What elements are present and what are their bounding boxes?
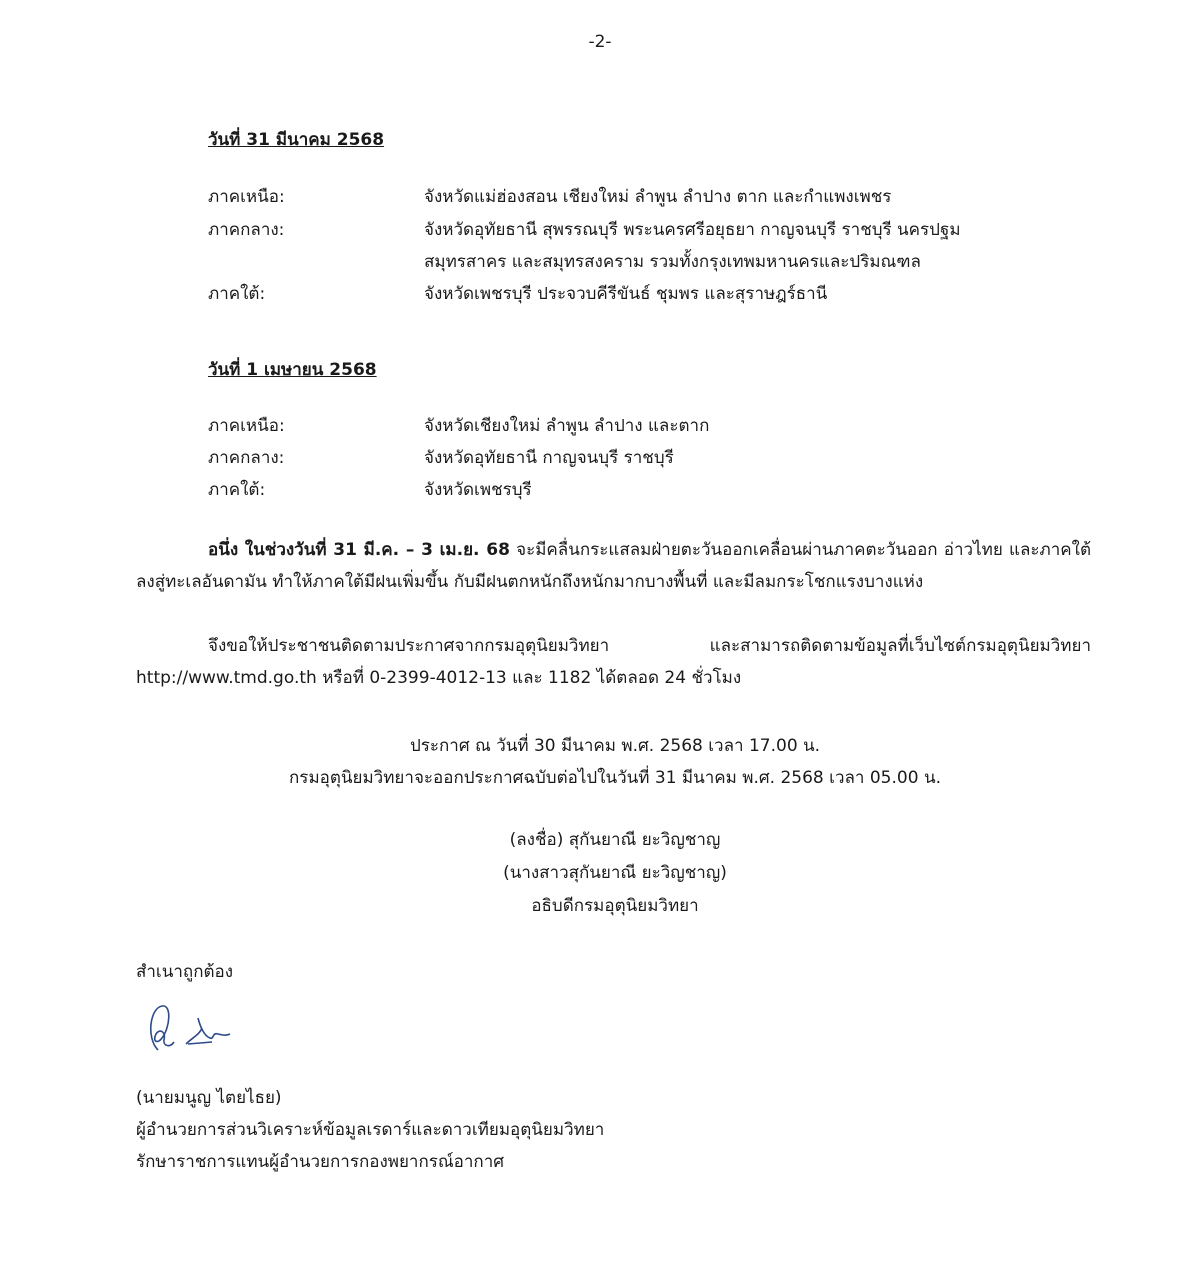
certifier-position-2: รักษาราชการแทนผู้อำนวยการกองพยากรณ์อากาศ — [136, 1152, 505, 1172]
weather-notice-paragraph — [136, 534, 1091, 598]
region-value-south: จังหวัดเพชรบุรี ประจวบคีรีขันธ์ ชุมพร และสุราษฎร์ธานี — [424, 284, 828, 304]
signatory-signed: (ลงชื่อ) สุกันยาณี ยะวิญชาญ — [509, 830, 721, 850]
date-heading-2: วันที่ 1 เมษายน 2568 — [208, 360, 377, 380]
region-label-north: ภาคเหนือ: — [208, 416, 285, 436]
announcement-issued: ประกาศ ณ วันที่ 30 มีนาคม พ.ศ. 2568 เวลา 17.00 น. — [409, 736, 821, 756]
announcement-next: กรมอุตุนิยมวิทยาจะออกประกาศฉบับต่อไปในวันที่ 31 มีนาคม พ.ศ. 2568 เวลา 05.00 น. — [289, 768, 941, 788]
page-number: -2- — [588, 32, 612, 52]
signatory-title: อธิบดีกรมอุตุนิยมวิทยา — [531, 896, 699, 916]
handwritten-signature-icon — [140, 998, 240, 1058]
advisory-text: จึงขอให้ประชาชนติดตามประกาศจากกรมอุตุนิยมวิทยา และสามารถติดตามข้อมูลที่เว็บไซต์กรมอุตุนิยมวิทยา http://www.tmd.go.th หรือที่ 0-2399-4012-13 และ 1182 ได้ตลอด 24 ชั่วโมง — [136, 636, 1091, 688]
region-label-central: ภาคกลาง: — [208, 448, 285, 468]
region-label-south: ภาคใต้: — [208, 480, 266, 500]
region-value-south: จังหวัดเพชรบุรี — [424, 480, 532, 500]
signatory-name: (นางสาวสุกันยาณี ยะวิญชาญ) — [503, 863, 727, 883]
region-value-central: จังหวัดอุทัยธานี กาญจนบุรี ราชบุรี — [424, 448, 674, 468]
certified-copy-label: สำเนาถูกต้อง — [136, 962, 234, 982]
region-value-central: จังหวัดอุทัยธานี สุพรรณบุรี พระนครศรีอยุธยา กาญจนบุรี ราชบุรี นครปฐม — [424, 220, 961, 240]
notice-body: จะมีคลื่นกระแสลมฝ่ายตะวันออกเคลื่อนผ่านภาคตะวันออก อ่าวไทย และภาคใต้ ลงสู่ทะเลอันดามัน ทำให้ภาคใต้มีฝนเพิ่มขึ้น กับมีฝนตกหนักถึงหนักมากบางพื้นที่ และมีลมกระโชกแรงบางแห่ง — [136, 540, 1091, 592]
region-value-north: จังหวัดเชียงใหม่ ลำพูน ลำปาง และตาก — [424, 416, 710, 436]
date-heading-1: วันที่ 31 มีนาคม 2568 — [208, 130, 385, 150]
notice-date-range: อนึ่ง ในช่วงวันที่ 31 มี.ค. – 3 เม.ย. 68 — [208, 540, 510, 560]
certifier-name: (นายมนูญ ไตยไธย) — [136, 1088, 282, 1108]
advisory-paragraph — [136, 630, 1091, 694]
region-label-central: ภาคกลาง: — [208, 220, 285, 240]
region-value-north: จังหวัดแม่ฮ่องสอน เชียงใหม่ ลำพูน ลำปาง ตาก และกำแพงเพชร — [424, 187, 892, 207]
region-value-central-cont: สมุทรสาคร และสมุทรสงคราม รวมทั้งกรุงเทพมหานครและปริมณฑล — [424, 252, 921, 272]
region-label-south: ภาคใต้: — [208, 284, 266, 304]
region-label-north: ภาคเหนือ: — [208, 187, 285, 207]
certifier-position-1: ผู้อำนวยการส่วนวิเคราะห์ข้อมูลเรดาร์และดาวเทียมอุตุนิยมวิทยา — [136, 1120, 605, 1140]
